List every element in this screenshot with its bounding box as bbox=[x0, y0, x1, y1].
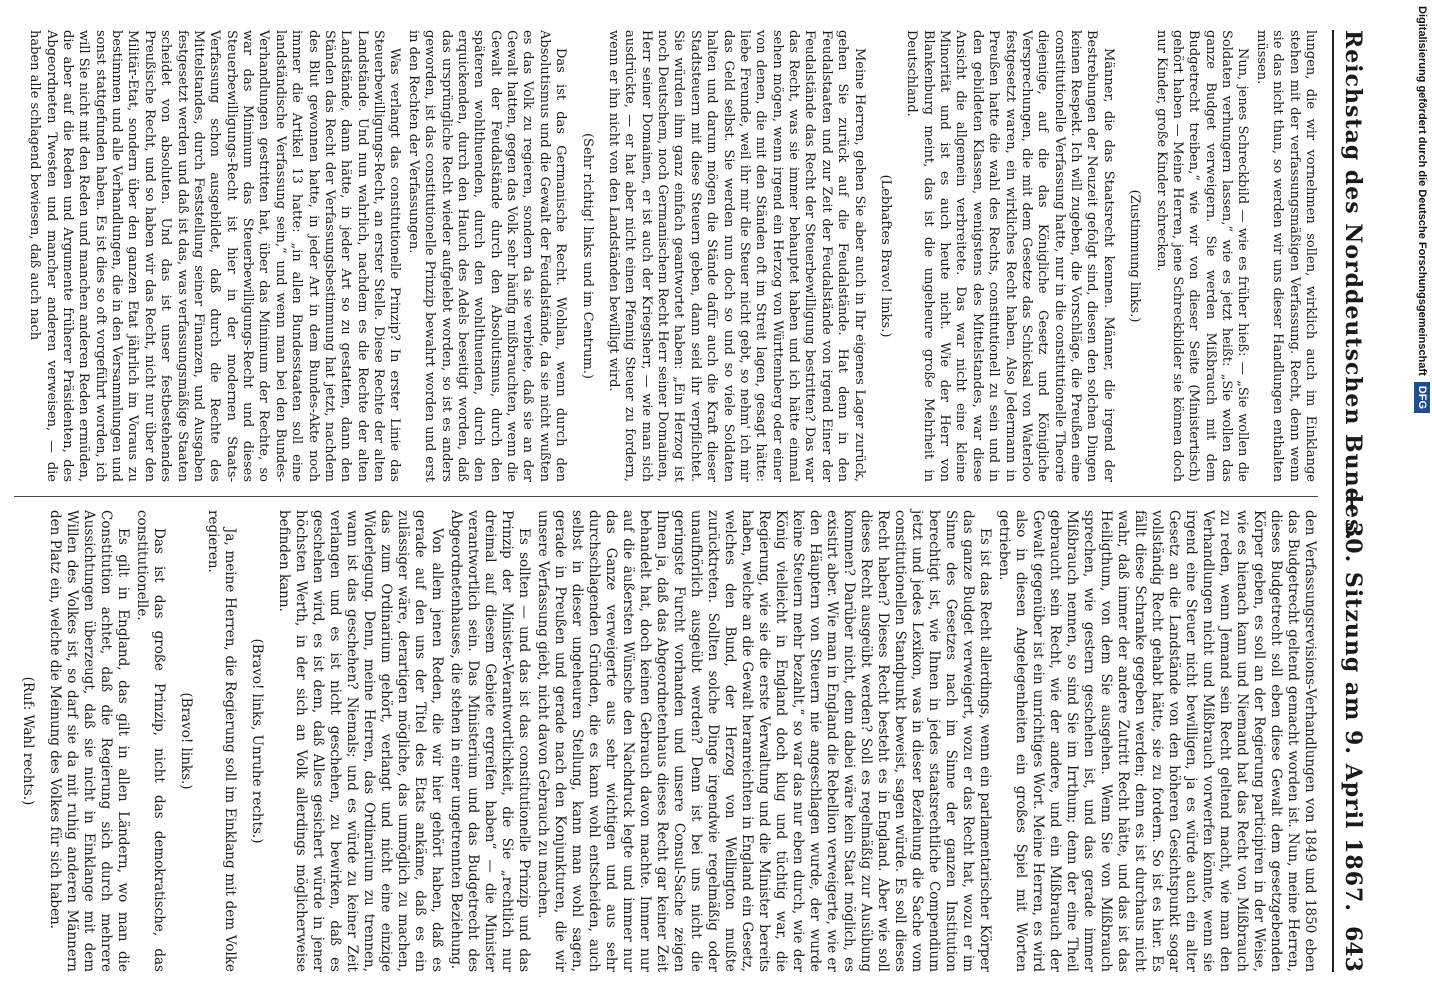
left-text-column bbox=[14, 30, 1318, 482]
paragraph: Es sollten — und das ist das constitutionelle Prinzip und das Prinzip der Minister-Verantwortlichkeit, die Sie „rechtlich nur dreimal auf diesem Gebiete ergreifen haben“ — die Minister verantwortlich sein. Das Ministerium und das Budgetrecht des Abgeordnetenhauses, die stehen in einer ungetrennten Beziehung. bbox=[448, 510, 532, 972]
page-header bbox=[1332, 30, 1390, 972]
interjection: (Bravo! links.) bbox=[178, 692, 194, 790]
header-title-right: — 30. Sitzung am 9. April 1867. bbox=[1340, 490, 1366, 912]
paragraph: den Verfassungsrevisions-Verhandlungen von 1849 und 1850 eben das Budgetrecht geltend gemacht worden ist. Nun, meine Herren, dieses Budgetrecht soll eben diese Gewalt dem gesetzgebenden Körper geben, es soll an der Regierung participiren in der Weise, wie es hienach kann und Niemand hat das Recht von Mißbrauch zu reden, wenn Jemand sein Recht geltend macht, wie man den Verhandlungen nicht und Mißbrauch vorwerfen könnte, wenn sie irgend eine Steuer nicht bewilligen, ja es würde auch ein alter Gesetz an die Landstände von den höheren Gesichtspunkt sogar vollständig Recht gehabt hätte, sie zu fordern. So ist es hier. Es fällt diese Schranke gegeben werden; denn es ist durchaus nicht wahr, daß immer der andere Zutritt Recht hätte, und das ist das Heiligthum, von dem Sie ausgehen. Wenn Sie von Mißbrauch sprechen, wie gestern geschehen ist, und das gerade immer Mißbrauch nennen, so sind Sie im Irrthum; denn der eine Theil gebraucht sein Recht, wie der andere, und ein Mißbrauch der Gewalt gegenüber ist ein unrichtiges Wort. Meine Herren, es wird also in diesen Angelegenheiten ein großes Spiel mit Worten getrieben. bbox=[996, 510, 1318, 972]
funding-notice bbox=[1412, 6, 1432, 996]
right-text-column bbox=[14, 510, 1318, 972]
paragraph: Nun, jenes Schreckbild — wie es früher hieß: — „Sie wollen die Soldaten verhungern lassen,“ wie es jetzt heißt: „Sie wollen das ganze Budget verweigern. Sie werden Mißbrauch mit dem Budgetrecht treiben,“ wie wir von dieser Seite (Ministertisch) gehört haben — Meine Herren, jene Schreckbilder sie können doch nur Kinder, große Kinder schrecken. bbox=[1153, 30, 1251, 482]
page-number: 643 bbox=[1340, 926, 1366, 972]
interjection: (Bravo! links, Unruhe rechts.) bbox=[249, 638, 265, 844]
interjection: (Zustimmung links.) bbox=[1127, 189, 1143, 323]
header-title-left: Reichstag des Norddeutschen Bundes. bbox=[1340, 30, 1366, 542]
paragraph: lungen, die wir vornehmen sollen, wirklich auch im Einklange stehen mit der verfassungsmäßigen Verfassung. Recht, denn wenn sie das nicht thun, so werden wir uns dieser Handlungen enthalten müssen. bbox=[1253, 30, 1318, 482]
interjection: (Lebhaftes Bravo! links.) bbox=[878, 174, 893, 338]
paragraph: Es gilt in England, das gilt in allen Ländern, wo man die Constitution achtet, daß die Regierung sich durch mehrere Aussichtungen überzeugt, daß sie nicht in Einklange mit dem Willen des Volkes ist, so darf sie da mit ruhig anderen Männern den Platz ein, welche die Meinung des Volkes für sich haben. bbox=[47, 510, 131, 972]
paragraph: Was verlangt das constitutionelle Prinzip? In erster Linie das Steuerbewilligungs-Recht, an erster Stelle. Diese Rechte der alten Landstände. Und nun wahrlich, nachdem es die Rechte der alten Landstände, dann hätte, in jeder Art so zu gestatten, dann den Ständen das Recht der Verfassungsbestimmung hat jetzt, nachdem des Blut gewonnen hatte, in jeder Art in dem Bundes-Akte noch immer die Artikel 13 hatte: „in allen Bundesstaaten soll eine landständische Verfassung sein,“ und wenn man bei den Bundes-Verhandlungen gestritten hat, über das Minimum der Rechte, so war das Minimum das Steuerbewilligungs-Recht und dieses Steuerbewilligungs-Recht ist hier in der modernen Staats-Verfassung schon ausgebildet, daß durch die Rechte des Mittelstandes, durch Feststellung seiner Finanzen, und Ausgaben festgesetzt werden und daß ist das, was verfassungsmäßige Staaten scheidet von absoluten. Und das ist unser festbestehendes Preußische Recht, und so haben wir das Recht, nicht nur über den Militär-Etat, sondern über den ganzen Etat jährlich im Voraus zu bestimmen und alle Verhandlungen, die in den Versammlungen und sonst stattgefunden haben. Es ist dies so oft vorgeführt worden, ich will Sie nicht mit den Reden und manchen anderen Reden ermüden, die aber auf die Reden und Argumente früherer Präsidenten, des Abgeordneten Twesten und mancher anderen verweisen, — die haben alle schlagend bewiesen, daß auch nach bbox=[27, 30, 403, 482]
paragraph: Männer, die das Staatsrecht kennen. Männer, die irgend der Bestrebungen der Neuzeit gefolgt sind, diesen den solchen Dingen keinen Respekt. Ich will zugeben, die Vorschläge, die Preußen eine constitutionelle Verfassung hatte, nur in die constitutionelle Theorie diejenige, auf die das Königliche Gesetz und Königliche Versprechungen, die mit dem Gesetze das Schicksal von Waterloo festgesetzt waren, ein wirkliches Recht haben. Also Jedermann in Preußen hatte die wahl des Rechts, constitutionell zu sein und in den gebildeten Klassen, wenigstens des Mittelstandes, war diese Ansicht die allgemein verbreitete. Das war nicht eine kleine Minorität und ist es auch heute nicht. Wie der Herr von Blankenburg meint, das ist die ungeheure große Mehrheit in Deutschland. bbox=[904, 30, 1116, 482]
funding-text: Digitalisierung gefördert durch die Deutsche Forschungsgemeinschaft bbox=[1416, 6, 1428, 376]
column-divider bbox=[14, 496, 1318, 497]
paragraph: Meine Herren, gehen Sie aber auch in Ihr eigenes Lager zurück, gehen Sie zurück auf die Feudalstände. Hat denn in den Feudalstaaten und zur Zeit der Feudalstände von irgend Einer der Feudalstände das Recht der Steuerbewilligung bestritten? Das war das Recht, was sie immer behauptet haben und ich hätte einmal sehen mögen, wenn irgend ein Herzog von Württemberg oder einer von denen, die mit den Ständen oft im Streit lagen, gesagt hätte: liebe Freunde, weil ihr mir die Steuer nicht gebt, so nehm' ich mir das Geld selbst. Sie werden nun doch so und so viele Soldaten halten und darum mögen die Stände dafür auch die Kraft dieser Stadtsteuern mit diese Steuern geben, dann seid ihr verpflichtet. Sie würden ihm ganz einfach geantwortet haben: „Ein Herzog ist noch Deutschem, noch Germanischem Recht Herr seiner Domainen, Herr seiner Domainen, er ist auch der Kriegsherr, — wie man sich ausdrückte, — er hat aber nicht einen Pfennig Steuer zu fordern, wenn er ihn nicht von den Landständen bewilligt wird. bbox=[606, 30, 867, 482]
paragraph: Ja, meine Herren, die Regierung soll im Einklang mit dem Volke regieren. bbox=[205, 510, 238, 972]
interjection: (Sehr richtig! links und im Centrum.) bbox=[579, 132, 595, 380]
paragraph: Das ist das große Prinzip, nicht das demokratische, das constitutionelle. bbox=[134, 510, 167, 972]
dfg-logo: DFG bbox=[1414, 382, 1430, 413]
funding-strip bbox=[1412, 0, 1432, 1000]
paragraph: Von allem jenen Reden, die wir hier gehört haben, daß es gerade auf den uns der Titel des Etats ankäme, daß es ein zulässiger wäre, derartigen mögliche, das unmöglich zu machen, das zum Ordinarium gehört, verlangt und nicht eine einzige Widerlegung. Denn, meine Herren, das Ordinarium zu trennen, wann ist das geschehen? Niemals; und es würde zu keiner Zeit verlangen und es ist nicht geschehen, zu bewirken, daß es geschehen wird, es ist dem, daß Alles gesichert würde in jener höchsten Werth, in der sich an Volk allerdings möglicherweise befinden kann. bbox=[276, 510, 445, 972]
paragraph: Das ist das Germanische Recht. Wohlan, wenn durch den Absolutismus und die Gewalt der Feudalstände, da sie nicht wußten es das Volk zu regieren, sondern da sie verbiete, daß sie an der Gewalt hatten, gegen das Volk sehr häufig mißbrauchten, wenn die Gewalt der Feudalstände durch den Absolutismus, durch den späteren wohlthuenden, durch den wohlthuenden, durch den erquickenden, durch den Hauch des Adels beseitigt worden, daß das ursprüngliche Recht wieder aufgelebt worden, so ist es anders geworden, ist das constitutionelle Prinzip bewahrt worden und erst in den Rechten der Verfassungen. bbox=[405, 30, 569, 482]
interjection: (Ruf: Wahl rechts.) bbox=[20, 676, 36, 806]
paragraph: Es ist das Recht allerdings, wenn ein parlamentarischer Körper das ganze Budget verweigert, wozu er das Recht hat, wozu er im Sinne des Gesetzes nach im Sinne der ganzen Institution berechtigt ist, wie Ihnen in jedes staatsrechtliche Compendium jetzt und jedes Lexikon, was in dieser Beziehung die Sache vom constitutionellen Standpunkt beweist, sagen würde. Es soll dieses Recht haben? Dieses Recht besteht es in England. Aber wie soll dieses Recht ausgeübt werden? Soll es regelmäßig zur Ausübung kommen? Darüber nicht, denn dabei wäre kein Staat möglich, es existirt aber. Wie man in England die Rebellion verweigerte, wie er den Häuptern von Steuern nie angeschlagen wurde, der wurde keine Steuern mehr bezahlt,“ so war das nur eben durch, wie der König vielleicht in England doch klug und tüchtig war, die Regierung, wie sie die erste Verwaltung und die Minister bereits haben, welche an die Gewalt heranreichten in England ein Gesetz, welches den Bund, der Herzog von Wellington mußte zurücktreten. Sollten solche Dinge irgendwie regelmäßig oder unaufhörlich ausgeübt werden? Denn ist bei uns nicht die geringste Furcht vorhanden und unsere Consul-Sache zeigen Ihnen ja, daß das Abgeordnetenhaus dieses Recht gar keiner Zeit behandelt hat, doch keinen Gebrauch davon machte. Immer nur auf die äußersten Wünsche den Nachdruck legte und immer nur das Ganze verweigerte aus sehr wichtigen und aus sehr durchschlagenden Gründen, die es kann wohl entscheiden, auch selbst in dieser ungeheuren Stellung, kann man wohl sagen, gerade in Preußen und gerade nach den Konjunkturen, die wir unsere Verfassung giebt, nicht davon Gebrauch zu machen. bbox=[535, 510, 993, 972]
